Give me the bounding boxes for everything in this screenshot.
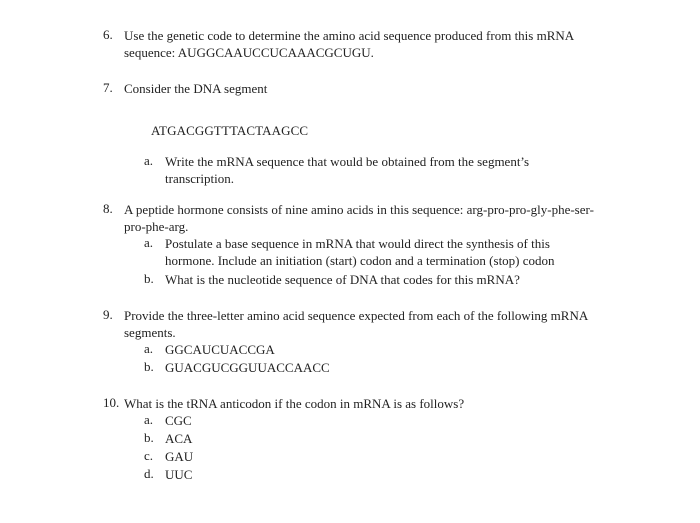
part-text: ACA — [165, 431, 193, 446]
question-10-part-b — [144, 430, 614, 447]
question-number: 7. — [103, 80, 113, 95]
part-label: b. — [144, 359, 154, 374]
part-text: CGC — [165, 413, 192, 428]
question-9 — [103, 307, 623, 341]
question-10-part-d — [144, 466, 614, 483]
part-label: d. — [144, 466, 154, 481]
question-number: 6. — [103, 27, 113, 42]
question-number: 10. — [103, 395, 120, 410]
question-7-part-a — [144, 153, 564, 187]
part-text: GUACGUCGGUUACCAACC — [165, 360, 330, 375]
question-10-part-a — [144, 412, 614, 429]
dna-sequence: ATGACGGTTTACTAAGCC — [151, 123, 309, 138]
part-label: a. — [144, 235, 154, 250]
question-number: 9. — [103, 307, 113, 322]
question-6 — [103, 27, 623, 61]
part-label: a. — [144, 341, 154, 356]
part-label: a. — [144, 412, 154, 427]
part-text: Write the mRNA sequence that would be obtained from the segment’s transcription. — [165, 154, 530, 186]
part-label: a. — [144, 153, 154, 168]
question-10-part-c — [144, 448, 614, 465]
part-text: GGCAUCUACCGA — [165, 342, 275, 357]
question-text: What is the tRNA anticodon if the codon in mRNA is as follows? — [124, 396, 465, 411]
question-10 — [103, 395, 623, 412]
question-8-part-a — [144, 235, 584, 269]
question-9-part-b — [144, 359, 614, 376]
part-text: What is the nucleotide sequence of DNA that codes for this mRNA? — [165, 272, 520, 287]
question-text: A peptide hormone consists of nine amino acids in this sequence: arg-pro-pro-gly-phe-ser-pro-phe-arg. — [124, 202, 594, 234]
part-label: b. — [144, 430, 154, 445]
part-label: b. — [144, 271, 154, 286]
question-9-part-a — [144, 341, 614, 358]
part-text: UUC — [165, 467, 193, 482]
part-text: Postulate a base sequence in mRNA that would direct the synthesis of this hormone. Include an initiation (start) codon and a termination (stop) codon — [165, 236, 555, 268]
question-text: Use the genetic code to determine the amino acid sequence produced from this mRNA sequence: AUGGCAAUCCUCAAACGCUGU. — [124, 28, 574, 60]
question-8 — [103, 201, 623, 235]
question-7 — [103, 80, 623, 97]
question-number: 8. — [103, 201, 113, 216]
question-text: Provide the three-letter amino acid sequence expected from each of the following mRNA segments. — [124, 308, 588, 340]
question-text: Consider the DNA segment — [124, 81, 268, 96]
part-label: c. — [144, 448, 154, 463]
question-8-part-b — [144, 271, 614, 288]
part-text: GAU — [165, 449, 194, 464]
